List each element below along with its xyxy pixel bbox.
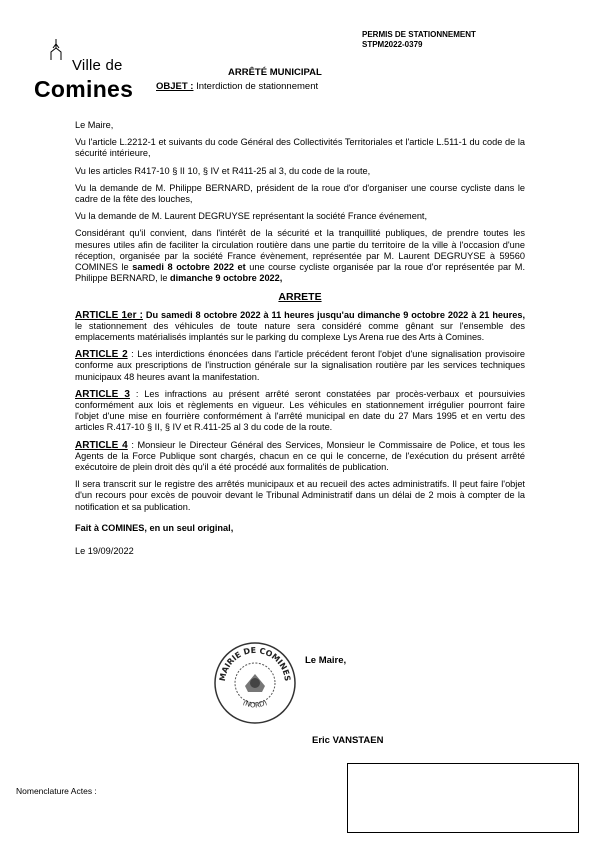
article-2-text: : Les interdictions énoncées dans l'article précédent feront l'objet d'une signalisation provisoire conforme aux prescriptions de l'instruction générale sur la signalisation routière par les services techniques municipaux 48 heures avant la manifestation.	[75, 349, 526, 382]
document-body	[75, 120, 525, 563]
signatory-name: Eric VANSTAEN	[312, 735, 384, 746]
considerant-text-1: Considérant qu'il convient, dans l'intérêt de la sécurité et la tranquillité publiques, de prendre toutes les mesures utiles afin de faciliter la circulation routière dans une partie du territoire de la ville à l'occasion d'une réception, organisée par la société France évènement, représentée par M. Laurent DEGRUYSE à 59560 COMINES le	[75, 228, 525, 273]
considerant-date-1: samedi 8 octobre 2022 et	[132, 262, 246, 273]
signatory-title: Le Maire,	[305, 655, 347, 666]
vu-paragraph-4: Vu la demande de M. Laurent DEGRUYSE représentant la société France événement,	[75, 211, 428, 222]
article-4-text: : Monsieur le Directeur Général des Services, Monsieur le Commissaire de Police, et tous les Agents de la Force Publique sont chargés, chacun en ce qui le concerne, de l'exécution du présent arrêté exécutoire de plein droit dès qu'il a été procédé aux formalités de publication.	[75, 439, 526, 473]
considerant-text-2: une course cycliste organisée par la roue d'or représentée par M. Philippe BERNARD, le	[75, 262, 526, 284]
seal-top-text: MAIRIE DE COMINES	[217, 645, 293, 682]
article-3	[75, 389, 525, 434]
considerant-paragraph	[75, 228, 525, 284]
seal-bottom-text: (NORD)	[241, 698, 269, 710]
arrete-heading: ARRETE	[278, 291, 322, 304]
city-logo-icon	[48, 38, 64, 62]
salutation: Le Maire,	[75, 120, 114, 130]
article-1-label: ARTICLE 1er :	[75, 309, 143, 321]
vu-paragraph-3: Vu la demande de M. Philippe BERNARD, président de la roue d'or d'organiser une course cycliste dans le cadre de la fête des louches,	[75, 182, 525, 205]
permit-type: PERMIS DE STATIONNEMENT	[362, 30, 476, 39]
svg-text:(NORD)	[241, 698, 268, 709]
permit-reference	[362, 30, 476, 50]
article-1-bold: Du samedi 8 octobre 2022 à 11 heures jusqu'au dimanche 9 octobre 2022 à 21 heures,	[142, 309, 526, 320]
nomenclature-box	[347, 763, 579, 833]
fait-a-line: Fait à COMINES, en un seul original,	[75, 522, 234, 533]
article-1-text: le stationnement des véhicules de toute nature sera considéré comme gênant sur l'ensemble des emplacements matérialisés implantés sur le parking du complexe Lys Arena rue des Arts à Comines.	[75, 320, 525, 343]
article-3-text: : Les infractions au présent arrêté seront constatées par procès-verbaux et poursuivies conformément aux lois et règlements en vigueur. Les véhicules en stationnement irrégulier pourront faire l'objet d'une mise en fourrière conformément à l'arrêté municipal en date du 27 Mars 1995 et en vertu des articles R.417-10 § II, § IV et R.411-25 al 3 du code de la route.	[75, 388, 526, 433]
permit-number: STPM2022-0379	[362, 40, 423, 49]
article-2	[75, 349, 525, 383]
logo-ville-text: Ville de	[72, 57, 123, 74]
logo-comines-text: Comines	[34, 76, 134, 102]
article-4	[75, 440, 525, 474]
article-1	[75, 310, 525, 344]
nomenclature-label: Nomenclature Actes :	[16, 786, 97, 796]
transcription-paragraph: Il sera transcrit sur le registre des arrêtés municipaux et au recueil des actes administratifs. Il peut faire l'objet d'un recours pour excès de pouvoir devant le Tribunal Administratif dans un délai de 2 mois à compter de la notification et sa publication.	[75, 479, 525, 512]
vu-paragraph-1: Vu l'article L.2212-1 et suivants du code Général des Collectivités Territoriales et l'article L.511-1 du code de la sécurité intérieure,	[75, 137, 525, 159]
article-3-label: ARTICLE 3	[75, 388, 130, 400]
subject-label: OBJET :	[156, 81, 194, 92]
article-4-label: ARTICLE 4	[75, 439, 128, 451]
date-line: Le 19/09/2022	[75, 546, 134, 557]
subject-text: Interdiction de stationnement	[193, 81, 319, 92]
document-subject	[156, 81, 318, 92]
considerant-date-2: dimanche 9 octobre 2022,	[169, 273, 283, 284]
document-title: ARRÊTÉ MUNICIPAL	[228, 67, 322, 78]
vu-paragraph-2: Vu les articles R417-10 § II 10, § IV et R411-25 al 3, du code de la route,	[75, 165, 371, 176]
official-seal-stamp	[212, 640, 298, 726]
article-2-label: ARTICLE 2	[75, 349, 128, 361]
